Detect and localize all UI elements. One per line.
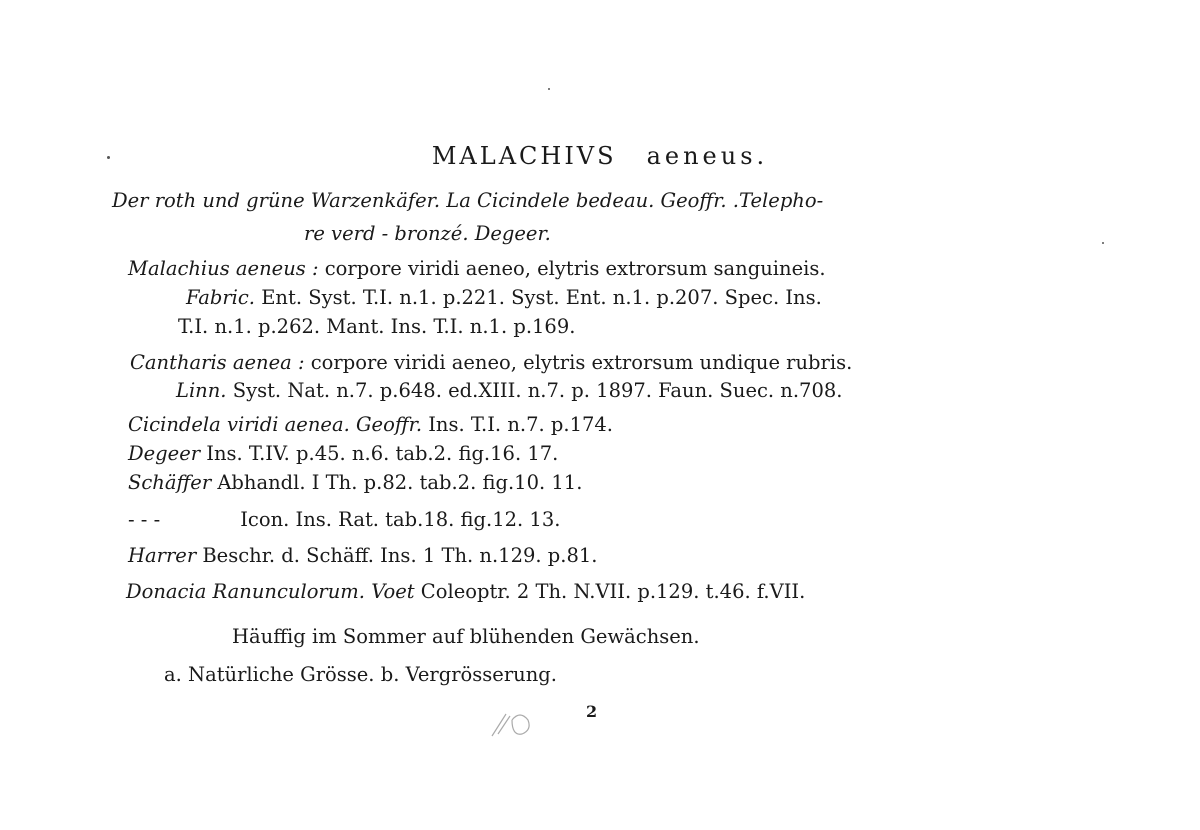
entry-malachius [128, 256, 826, 282]
reference-text: Ent. Syst. T.I. n.1. p.221. Syst. Ent. n.1. p.207. Spec. Ins. [255, 286, 822, 309]
author-name: Harrer [128, 544, 197, 567]
author-name: Linn. [176, 379, 227, 402]
author-name: Fabric. [186, 286, 255, 309]
pencil-mark-icon [488, 706, 536, 740]
diagnosis-text: corpore viridi aeneo, elytris extrorsum undique rubris. [304, 351, 853, 374]
author-name: Degeer [128, 442, 201, 465]
entry-degeer [128, 441, 558, 467]
title-genus: MALACHIVS [431, 142, 617, 170]
size-legend: a. Natürliche Grösse. b. Vergrösserung. [164, 663, 557, 686]
ink-speck [1102, 242, 1104, 244]
title-species: aeneus. [646, 142, 769, 170]
taxon-name: Cantharis aenea : [130, 351, 305, 374]
taxon-name: Donacia Ranunculorum. [126, 580, 365, 603]
author-name: Voet [365, 580, 415, 603]
entry-icon [128, 507, 560, 533]
common-name-german: Der roth und grüne [112, 189, 311, 212]
common-names-line-2: re verd - bronzé. Degeer. [304, 222, 551, 245]
entry-schaeffer [128, 470, 582, 496]
taxon-name: Cicindela viridi aenea. [128, 413, 350, 436]
habitat-note: Häuffig im Sommer auf blühenden Gewächsen. [232, 625, 700, 648]
common-names-line-1 [112, 188, 823, 214]
entry-cicindela [128, 412, 613, 438]
ink-speck [548, 88, 550, 90]
reference-text: Icon. Ins. Rat. tab.18. fig.12. 13. [234, 508, 561, 531]
entry-donacia [126, 579, 805, 605]
diagnosis-text: corpore viridi aeneo, elytris extrorsum sanguineis. [318, 257, 826, 280]
ditto-dashes: - - - [128, 508, 161, 531]
reference-text: Coleoptr. 2 Th. N.VII. p.129. t.46. f.VII. [414, 580, 806, 603]
entry-cantharis [130, 350, 852, 376]
page-number: 2 [586, 702, 598, 721]
author-name: Geoffr. [349, 413, 423, 436]
reference-text: Abhandl. I Th. p.82. tab.2. fig.10. 11. [211, 471, 583, 494]
ink-speck [107, 156, 110, 159]
page-title [0, 142, 1200, 170]
common-name-french-2: .Telepho- [726, 189, 824, 212]
common-name-french: La Cicindele bedeau. [446, 189, 661, 212]
common-name-german-2: Warzenkäfer. [310, 189, 447, 212]
reference-text: Syst. Nat. n.7. p.648. ed.XIII. n.7. p. 1897. Faun. Suec. n.708. [226, 379, 843, 402]
author-name: Schäffer [128, 471, 212, 494]
entry-harrer [128, 543, 597, 569]
author-geoffr: Geoffr. [660, 189, 727, 212]
entry-cantharis-ref [176, 378, 842, 404]
reference-text: Beschr. d. Schäff. Ins. 1 Th. n.129. p.81. [196, 544, 598, 567]
entry-malachius-ref-1 [186, 285, 822, 311]
reference-text: Ins. T.IV. p.45. n.6. tab.2. fig.16. 17. [200, 442, 559, 465]
taxon-name: Malachius aeneus : [128, 257, 319, 280]
reference-text: Ins. T.I. n.7. p.174. [422, 413, 613, 436]
entry-malachius-ref-2: T.I. n.1. p.262. Mant. Ins. T.I. n.1. p.169. [178, 315, 576, 338]
